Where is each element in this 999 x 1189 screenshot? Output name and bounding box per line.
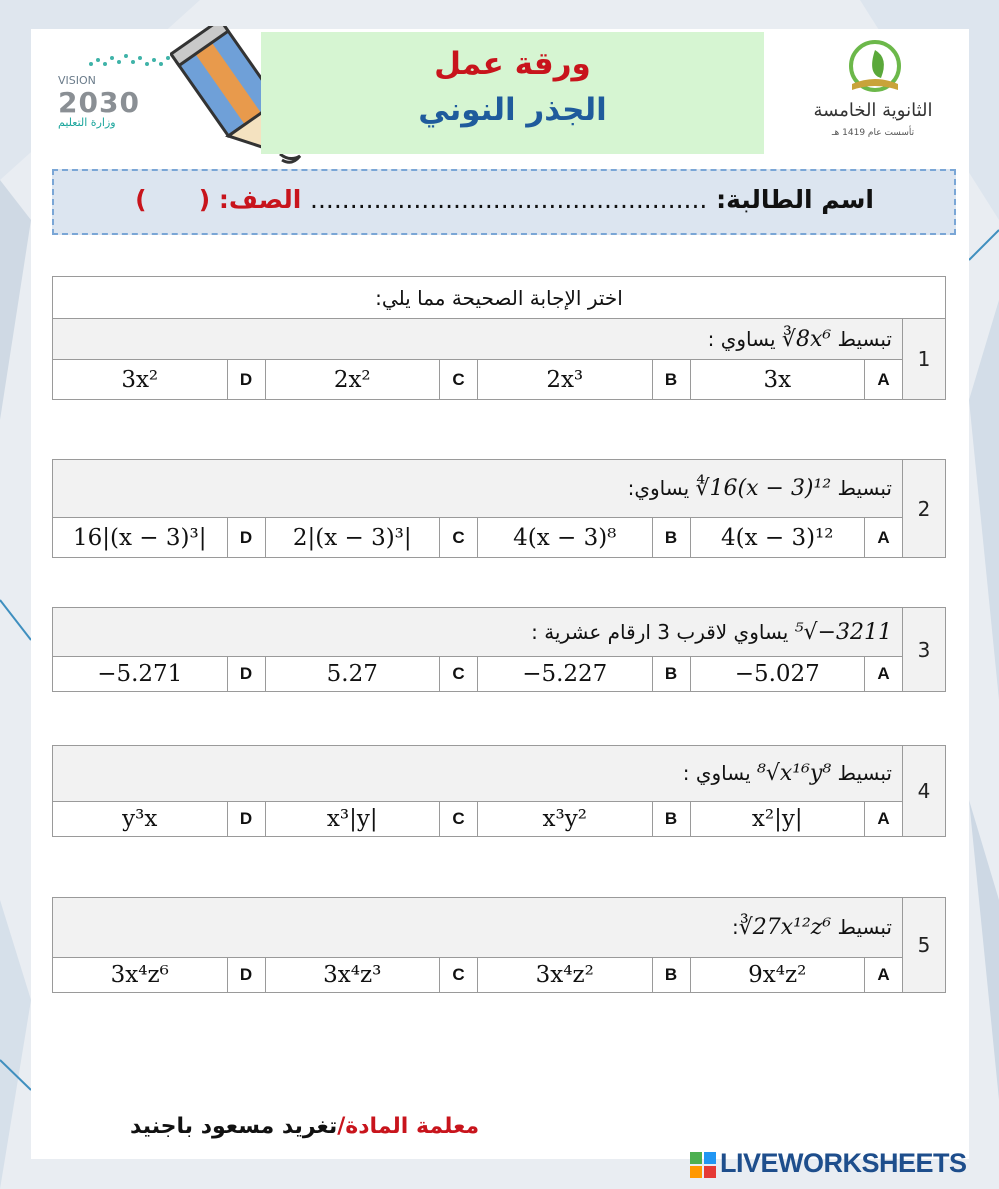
school-logo (808, 38, 938, 148)
option-letter-c: C (440, 518, 478, 558)
option-letter-c: C (440, 802, 478, 837)
option-d[interactable]: 16|(x − 3)³| (53, 518, 228, 558)
question-table-1 (52, 276, 946, 400)
option-letter-d: D (227, 657, 265, 692)
option-letter-b: B (652, 360, 690, 400)
option-letter-a: A (865, 657, 903, 692)
option-c[interactable]: 2x² (265, 360, 440, 400)
school-name: الثانوية الخامسة (813, 100, 933, 121)
question-text: تبسيط ∜16(x − 3)¹² يساوي: (53, 460, 903, 518)
option-letter-d: D (227, 958, 265, 993)
option-letter-c: C (440, 657, 478, 692)
option-c[interactable]: x³|y| (265, 802, 440, 837)
title-box (261, 32, 764, 154)
option-letter-a: A (865, 360, 903, 400)
student-info-box (52, 169, 956, 235)
option-b[interactable]: x³y² (478, 802, 653, 837)
option-a[interactable]: −5.027 (690, 657, 865, 692)
option-b[interactable]: 2x³ (478, 360, 653, 400)
student-name-label: اسم الطالبة: (716, 185, 874, 214)
option-b[interactable]: 3x⁴z² (478, 958, 653, 993)
worksheet-topic: الجذر النوني (418, 92, 607, 128)
question-number: 3 (903, 608, 946, 692)
option-d[interactable]: 3x² (53, 360, 228, 400)
option-letter-d: D (227, 802, 265, 837)
option-b[interactable]: −5.227 (478, 657, 653, 692)
liveworksheets-text: LIVEWORKSHEETS (720, 1148, 967, 1178)
option-letter-c: C (440, 958, 478, 993)
option-a[interactable]: x²|y| (690, 802, 865, 837)
question-number: 5 (903, 898, 946, 993)
question-text: تبسيط ⁸√x¹⁶y⁸ يساوي : (53, 746, 903, 802)
option-d[interactable]: −5.271 (53, 657, 228, 692)
question-text: ⁵√−3211 يساوي لاقرب 3 ارقام عشرية : (53, 608, 903, 657)
instruction-text: اختر الإجابة الصحيحة مما يلي: (53, 277, 946, 319)
vision-year: 2030 (58, 86, 140, 119)
option-letter-b: B (652, 657, 690, 692)
option-letter-b: B (652, 802, 690, 837)
option-d[interactable]: 3x⁴z⁶ (53, 958, 228, 993)
question-number: 2 (903, 460, 946, 558)
ministry-name: وزارة التعليم (58, 116, 116, 129)
question-table-5 (52, 897, 946, 993)
liveworksheets-icon (690, 1152, 718, 1180)
question-text: تبسيط ∛8x⁶ يساوي : (53, 319, 903, 360)
option-letter-b: B (652, 958, 690, 993)
option-c[interactable]: 3x⁴z³ (265, 958, 440, 993)
option-letter-c: C (440, 360, 478, 400)
option-c[interactable]: 5.27 (265, 657, 440, 692)
option-letter-b: B (652, 518, 690, 558)
question-number: 4 (903, 746, 946, 837)
question-table-3 (52, 607, 946, 692)
class-label: الصف: (218, 185, 302, 214)
option-letter-d: D (227, 518, 265, 558)
vision-word: VISION (58, 74, 96, 87)
option-a[interactable]: 3x (690, 360, 865, 400)
option-letter-a: A (865, 802, 903, 837)
question-number: 1 (903, 319, 946, 400)
option-letter-d: D (227, 360, 265, 400)
teacher-label: معلمة المادة/ (337, 1114, 480, 1139)
option-c[interactable]: 2|(x − 3)³| (265, 518, 440, 558)
option-letter-a: A (865, 518, 903, 558)
worksheet-title: ورقة عمل (434, 46, 591, 82)
option-a[interactable]: 9x⁴z² (690, 958, 865, 993)
option-letter-a: A (865, 958, 903, 993)
question-table-2 (52, 459, 946, 558)
class-field[interactable]: ( ) (135, 185, 211, 214)
option-d[interactable]: y³x (53, 802, 228, 837)
option-a[interactable]: 4(x − 3)¹² (690, 518, 865, 558)
student-info-line (135, 185, 874, 214)
teacher-credit (130, 1114, 479, 1139)
book-leaf-icon (840, 38, 910, 98)
school-founded: تأسست عام 1419 هـ (831, 128, 915, 138)
option-b[interactable]: 4(x − 3)⁸ (478, 518, 653, 558)
question-table-4 (52, 745, 946, 837)
question-text: تبسيط ∛27x¹²z⁶: (53, 898, 903, 958)
student-name-field[interactable]: .................................................. (310, 185, 708, 214)
vision-2030-logo (58, 50, 178, 130)
teacher-name: تغريد مسعود باجنيد (130, 1114, 338, 1139)
